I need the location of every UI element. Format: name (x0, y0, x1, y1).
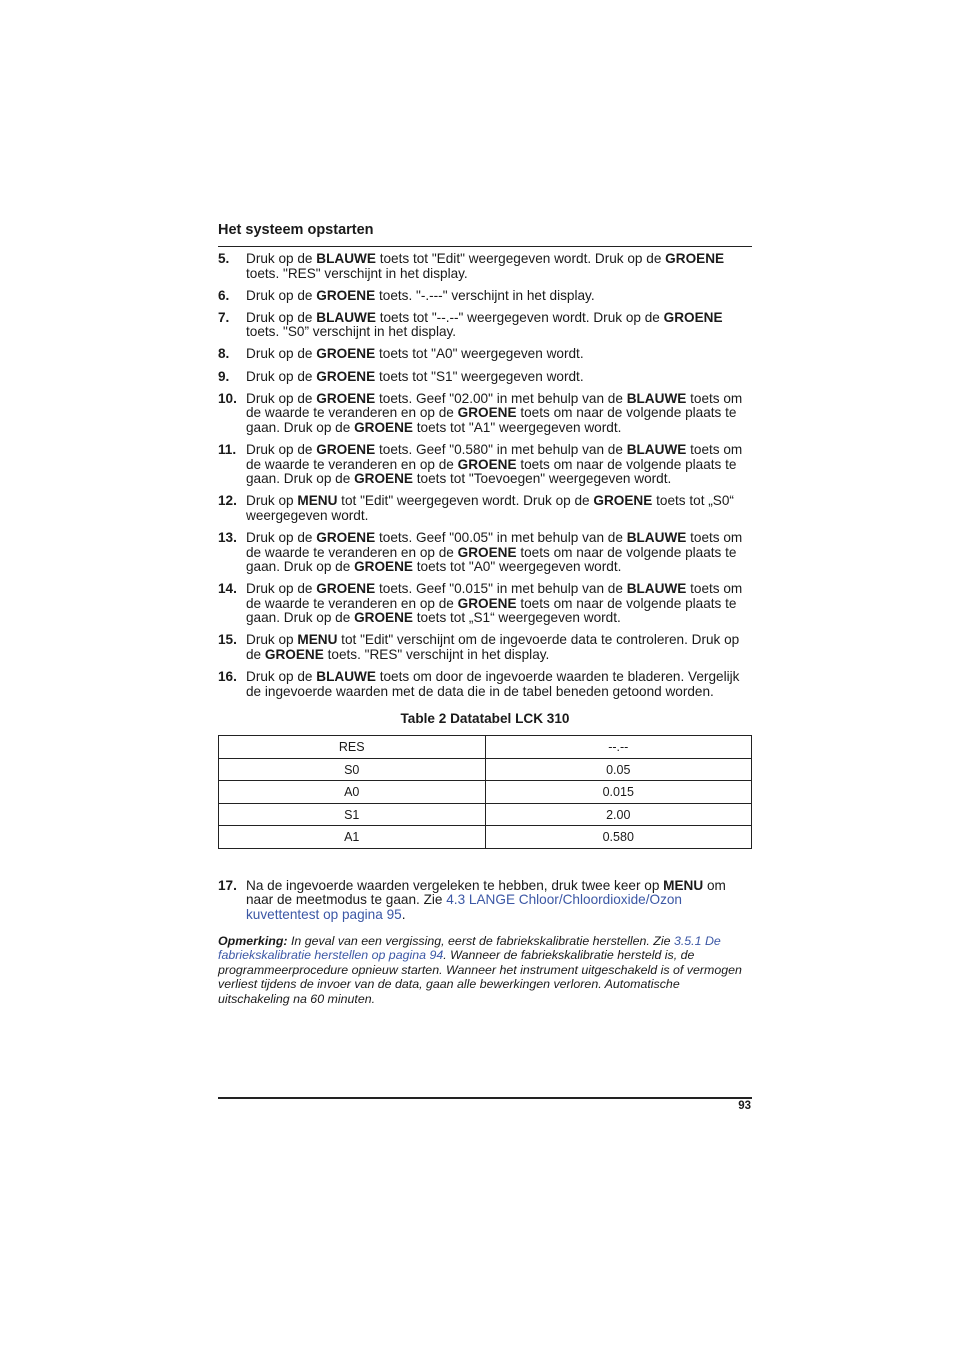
table-row (219, 736, 752, 759)
step-text: om naar de meetmodus te gaan. Zie (246, 877, 726, 908)
key-name: GROENE (457, 544, 517, 560)
step-number: 8. (218, 346, 230, 362)
step-item (218, 392, 752, 436)
key-name: GROENE (316, 368, 376, 384)
key-name: MENU (297, 493, 338, 509)
step-text: toets. "RES" verschijnt in het display. (246, 265, 468, 281)
step-text: tot "Edit" verschijnt om de ingevoerde data te controleren. Druk op de (246, 632, 740, 663)
step-item (218, 633, 752, 662)
step-text: . (401, 907, 406, 923)
cross-reference-link[interactable]: 3.5.1 De fabriekskalibratie herstellen op pagina 94 (218, 933, 721, 963)
key-name: GROENE (457, 595, 517, 611)
step-number: 17. (218, 877, 237, 893)
step-text: Na de ingevoerde waarden vergeleken te hebben, druk twee keer op (246, 877, 664, 893)
step-text: toets tot "Toevoegen" weergegeven wordt. (413, 471, 672, 487)
step-text: Druk op de (246, 529, 317, 545)
step-item (218, 311, 752, 340)
key-name: GROENE (354, 419, 413, 435)
steps-list (218, 252, 752, 699)
step-item (218, 582, 752, 626)
key-name: GROENE (593, 493, 653, 509)
step-text: toets tot "A0" weergegeven wordt. (375, 346, 584, 362)
step-text: Druk op (246, 632, 298, 648)
step-text: Druk op de (246, 390, 317, 406)
step-number: 7. (218, 309, 230, 325)
step-text: toets. "-.---" verschijnt in het display. (375, 287, 595, 303)
step-number: 9. (218, 368, 230, 384)
key-name: GROENE (354, 471, 413, 487)
note-label: Opmerking: (218, 933, 288, 948)
key-name: BLAUWE (626, 390, 687, 406)
cross-reference-link[interactable]: 4.3 LANGE Chloor/Chloordioxide/Ozon kuvettentest op pagina 95 (246, 892, 682, 923)
step-text: toets tot "A0" weergegeven wordt. (413, 559, 622, 575)
step-text: toets tot "A1" weergegeven wordt. (413, 419, 622, 435)
step-text: Druk op de (246, 346, 317, 362)
step-number: 14. (218, 581, 237, 597)
key-name: GROENE (354, 610, 413, 626)
table-cell-parameter: RES (219, 736, 486, 759)
step-17-list (218, 879, 752, 923)
note-paragraph (218, 934, 752, 1007)
step-item (218, 347, 752, 362)
key-name: BLAUWE (626, 529, 687, 545)
key-name: GROENE (316, 441, 376, 457)
step-text: Druk op de (246, 368, 317, 384)
key-name: BLAUWE (626, 441, 687, 457)
footer-rule (218, 1097, 752, 1099)
step-item (218, 494, 752, 523)
key-name: GROENE (316, 529, 376, 545)
table-cell-parameter: S0 (219, 758, 486, 781)
key-name: BLAUWE (626, 581, 687, 597)
step-number: 6. (218, 287, 230, 303)
step-text: toets om de waarde te veranderen en op de (246, 581, 743, 611)
table-row (219, 781, 752, 804)
key-name: MENU (297, 632, 338, 648)
step-item (218, 879, 752, 923)
table-caption: Table 2 Datatabel LCK 310 (400, 711, 570, 727)
step-text: Druk op de (246, 309, 317, 325)
step-text: toets om door de ingevoerde waarden te bladeren. Vergelijk de ingevoerde waarden met de data die in de tabel beneden getoond worden. (246, 669, 740, 699)
key-name: BLAUWE (316, 309, 376, 325)
page-content (218, 222, 752, 1007)
key-name: MENU (663, 877, 704, 893)
step-number: 16. (218, 669, 237, 685)
step-number: 11. (218, 441, 237, 457)
step-text: toets. Geef "00.05" in met behulp van de (375, 529, 627, 545)
step-item (218, 252, 752, 281)
key-name: GROENE (354, 559, 413, 575)
table-row (219, 826, 752, 849)
step-number: 12. (218, 493, 237, 509)
step-text: toets om naar de volgende plaats te gaan. Druk op de (246, 405, 737, 435)
key-name: GROENE (316, 346, 376, 362)
step-text: toets tot „S1“ weergegeven wordt. (413, 610, 621, 626)
step-text: toets om naar de volgende plaats te gaan. Druk op de (246, 456, 737, 487)
step-text: toets tot "S1" weergegeven wordt. (375, 368, 584, 384)
table-cell-value: --.-- (485, 736, 752, 759)
step-text: toets om naar de volgende plaats te gaan. Druk op de (246, 544, 737, 575)
step-item (218, 370, 752, 385)
step-number: 13. (218, 529, 237, 545)
key-name: GROENE (457, 405, 517, 421)
step-text: toets om naar de volgende plaats te gaan. Druk op de (246, 595, 737, 626)
key-name: GROENE (663, 309, 723, 325)
step-text: toets om de waarde te veranderen en op de (246, 441, 743, 472)
step-text: Druk op (246, 493, 298, 509)
data-table (218, 735, 752, 849)
step-text: Druk op de (246, 287, 317, 303)
table-cell-parameter: S1 (219, 803, 486, 826)
step-text: Druk op de (246, 251, 317, 266)
key-name: BLAUWE (316, 669, 376, 685)
page-number: 93 (738, 1100, 751, 1112)
step-number: 15. (218, 632, 237, 648)
key-name: GROENE (316, 581, 376, 597)
step-item (218, 443, 752, 487)
step-text: Druk op de (246, 581, 317, 597)
step-text: toets tot "--.--" weergegeven wordt. Druk op de (375, 309, 664, 325)
key-name: GROENE (316, 390, 376, 406)
step-number: 5. (218, 251, 230, 266)
step-text: toets. "RES" verschijnt in het display. (323, 647, 550, 663)
step-text: toets om de waarde te veranderen en op de (246, 390, 743, 421)
table-row (219, 758, 752, 781)
table-cell-value: 0.05 (485, 758, 752, 781)
table-row (219, 803, 752, 826)
key-name: GROENE (264, 647, 324, 663)
step-text: toets tot „S0“ weergegeven wordt. (246, 493, 734, 523)
step-text: tot "Edit" weergegeven wordt. Druk op de (337, 493, 594, 509)
section-heading: Het systeem opstarten (218, 222, 752, 247)
step-text: Druk op de (246, 441, 317, 457)
key-name: BLAUWE (316, 251, 376, 266)
table-cell-parameter: A0 (219, 781, 486, 804)
key-name: GROENE (316, 287, 376, 303)
table-cell-parameter: A1 (219, 826, 486, 849)
step-item (218, 670, 752, 699)
table-cell-value: 2.00 (485, 803, 752, 826)
step-text: toets. "S0” verschijnt in het display. (246, 324, 457, 340)
step-number: 10. (218, 390, 237, 406)
step-text: Druk op de (246, 669, 317, 685)
step-text: toets. Geef "0.015" in met behulp van de (375, 581, 627, 597)
step-text: toets om de waarde te veranderen en op de (246, 529, 743, 560)
step-text: toets. Geef "02.00" in met behulp van de (375, 390, 627, 406)
step-text: In geval van een vergissing, eerst de fabriekskalibratie herstellen. Zie (287, 933, 674, 948)
table-cell-value: 0.580 (485, 826, 752, 849)
step-text: . Wanneer de fabriekskalibratie hersteld is, de programmeerprocedure opnieuw starten. Wanneer het instrument uitgeschakeld is of vermogen verliest tijdens de invoer van de data, gaan alle bewerkingen verloren. Automatische uitschakeling na 60 minuten. (218, 948, 742, 1006)
key-name: GROENE (665, 251, 725, 266)
step-text: toets tot "Edit" weergegeven wordt. Druk op de (375, 251, 666, 266)
step-text: toets. Geef "0.580" in met behulp van de (375, 441, 627, 457)
step-item (218, 289, 752, 304)
table-cell-value: 0.015 (485, 781, 752, 804)
step-item (218, 531, 752, 575)
key-name: GROENE (457, 456, 517, 472)
